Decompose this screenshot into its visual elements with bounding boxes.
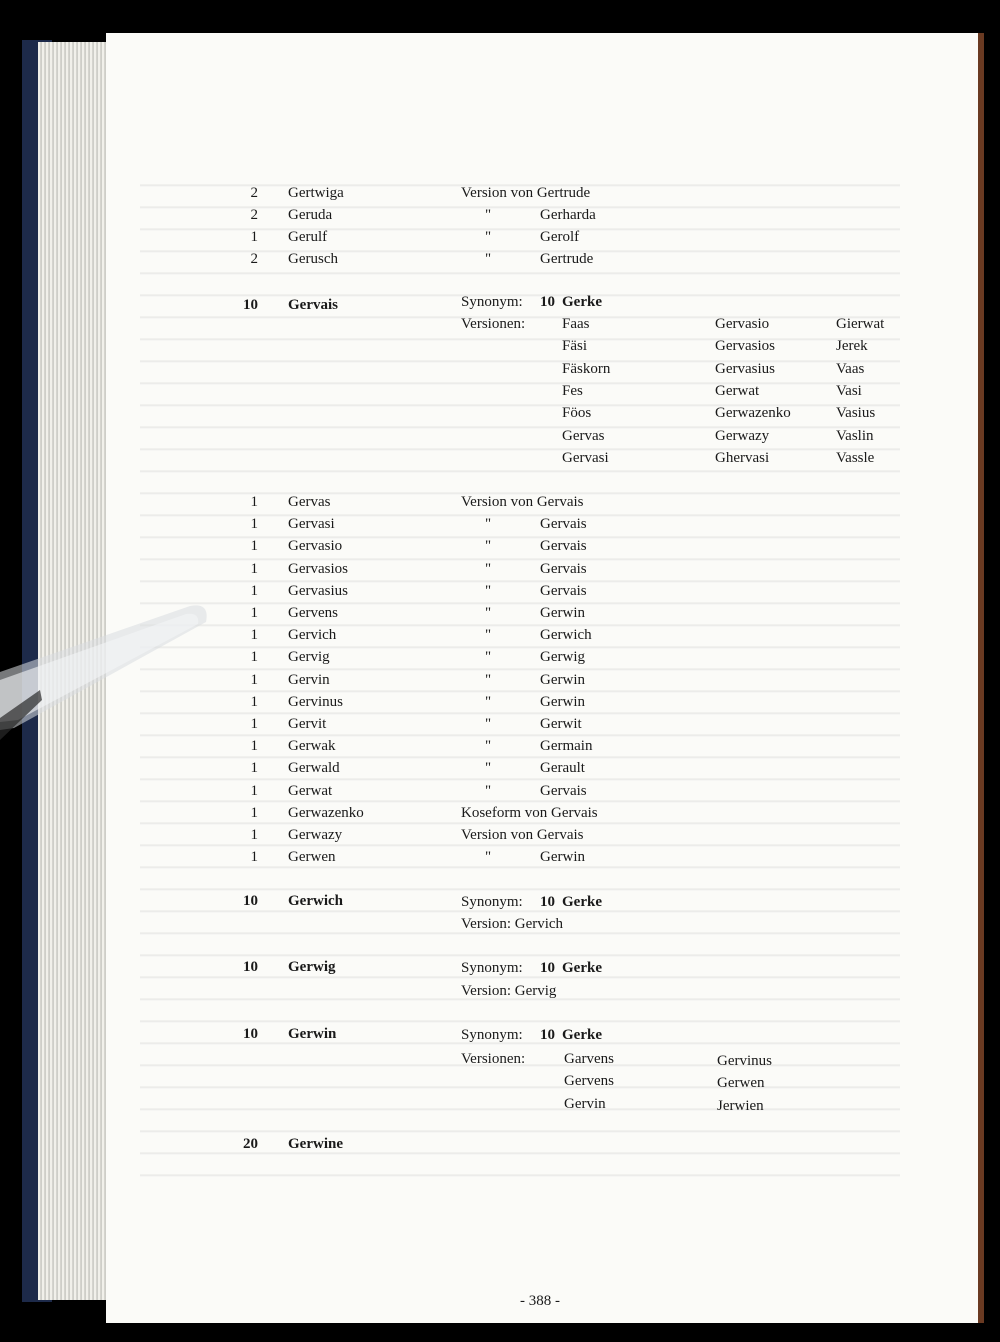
entry-count: 2 [250, 185, 258, 201]
entry-name: Gervas [288, 494, 331, 510]
synonym-count: 10 [540, 1027, 555, 1043]
entry-name: Gerusch [288, 251, 338, 267]
synonym-count: 10 [540, 294, 555, 310]
version-item: Version: Gervig [461, 983, 557, 999]
entry-relation: " [485, 560, 492, 577]
entry-name: Gerwald [288, 760, 340, 777]
synonym-label: Synonym: [461, 960, 523, 976]
versions-label: Versionen: [461, 316, 526, 332]
entry-relation: " [485, 782, 492, 799]
entry-count: 1 [250, 538, 258, 555]
entry-count: 1 [250, 229, 258, 245]
entry-count: 1 [250, 782, 258, 799]
version-item: Vasius [836, 405, 876, 422]
version-item: Fäskorn [562, 360, 611, 377]
entry-relation: " [485, 649, 492, 666]
entry-count: 1 [250, 627, 258, 644]
entry-count: 1 [250, 494, 258, 510]
entry-relation: Koseform von Gervais [461, 804, 598, 821]
main-entry-count: 10 [243, 893, 258, 909]
entry-count: 1 [250, 738, 258, 755]
entry-relation: Version von Gertrude [461, 185, 591, 201]
book-right-edge [978, 33, 984, 1323]
synonym-reference: Gerke [562, 1027, 602, 1043]
entry-count: 1 [250, 605, 258, 621]
version-item: Gervasi [562, 449, 609, 466]
entry-count: 1 [250, 516, 258, 533]
version-item: Version: Gervich [461, 916, 564, 932]
entry-name: Gervig [288, 649, 330, 666]
entry-relation: " [485, 582, 492, 599]
entry-name: Gerulf [288, 229, 328, 245]
version-item: Gerwazenko [715, 405, 791, 422]
entry-reference: Gervais [540, 516, 587, 533]
version-item: Fes [562, 382, 583, 399]
entry-reference: Gervais [540, 582, 587, 599]
version-item: Garvens [564, 1051, 614, 1067]
entry-name: Gervasius [288, 582, 348, 599]
entry-count: 1 [250, 804, 258, 821]
entry-reference: Gerwich [540, 627, 592, 644]
entry-count: 2 [250, 251, 258, 267]
entry-relation: " [485, 605, 492, 621]
version-item: Föos [562, 405, 592, 422]
entry-relation: " [485, 251, 492, 267]
entry-relation: " [485, 207, 492, 223]
version-item: Gervasius [715, 360, 775, 377]
synonym-reference: Gerke [562, 960, 602, 976]
synonym-label: Synonym: [461, 294, 523, 310]
entry-reference: Gervais [540, 782, 587, 799]
entry-name: Gervasi [288, 516, 335, 533]
entry-name: Gervens [288, 605, 338, 621]
main-entry-name: Gervais [288, 297, 338, 313]
main-entry-count: 20 [243, 1136, 258, 1152]
version-item: Jerwien [717, 1097, 764, 1114]
main-entry-name: Gerwig [288, 959, 336, 975]
entry-name: Gerwazenko [288, 804, 364, 821]
entry-relation: " [485, 693, 492, 710]
entry-relation: " [485, 671, 492, 688]
version-item: Ghervasi [715, 449, 770, 466]
entry-reference: Gerwit [540, 716, 582, 732]
entry-count: 1 [250, 693, 258, 710]
entry-reference: Gervais [540, 538, 587, 555]
entry-name: Gervasios [288, 560, 348, 577]
entry-name: Gerwen [288, 849, 336, 866]
entry-relation: " [485, 229, 492, 245]
entry-count: 1 [250, 849, 258, 866]
entry-count: 1 [250, 560, 258, 577]
entry-name: Gervasio [288, 538, 343, 555]
main-entry-count: 10 [243, 1026, 258, 1042]
main-entry-count: 10 [243, 959, 258, 975]
version-item: Gerwat [715, 382, 760, 399]
entry-count: 1 [250, 716, 258, 732]
version-item: Gervinus [717, 1053, 772, 1069]
version-item: Vassle [836, 449, 875, 466]
entry-relation: Version von Gervais [461, 494, 584, 510]
entry-name: Gerwazy [288, 827, 343, 843]
version-item: Vaas [836, 360, 865, 377]
page-number: - 388 - [520, 1293, 560, 1309]
entry-reference: Gerwin [540, 671, 585, 688]
version-item: Vaslin [836, 427, 874, 444]
entry-count: 2 [250, 207, 258, 223]
version-item: Fäsi [562, 338, 588, 355]
entry-name: Gervin [288, 671, 330, 688]
main-entry-count: 10 [243, 297, 258, 313]
entry-reference: Germain [540, 738, 593, 755]
entry-count: 1 [250, 760, 258, 777]
version-item: Gervas [562, 427, 605, 444]
entry-relation: " [485, 516, 492, 533]
version-item: Faas [562, 316, 590, 332]
entry-relation: Version von Gervais [461, 827, 584, 843]
entry-reference: Gerwin [540, 693, 585, 710]
version-item: Gerwen [717, 1075, 765, 1092]
entry-reference: Gerharda [540, 207, 596, 223]
entry-name: Gerwak [288, 738, 336, 755]
entry-count: 1 [250, 582, 258, 599]
synonym-label: Synonym: [461, 894, 523, 910]
main-entry-name: Gerwin [288, 1026, 337, 1042]
version-item: Gervasios [715, 338, 775, 355]
main-entry-name: Gerwine [288, 1136, 343, 1152]
entry-relation: " [485, 538, 492, 555]
entry-count: 1 [250, 649, 258, 666]
entry-name: Gerwat [288, 782, 333, 799]
entry-relation: " [485, 738, 492, 755]
entry-reference: Gerault [540, 760, 585, 777]
entry-reference: Gerwin [540, 849, 585, 866]
entry-relation: " [485, 716, 492, 732]
version-item: Jerek [836, 338, 868, 355]
version-item: Vasi [836, 382, 862, 399]
entry-reference: Gerwin [540, 605, 585, 621]
main-entry-name: Gerwich [288, 893, 343, 909]
entry-name: Gertwiga [288, 185, 344, 201]
synonym-count: 10 [540, 894, 555, 910]
synonym-label: Synonym: [461, 1027, 523, 1043]
synonym-count: 10 [540, 960, 555, 976]
entry-reference: Gervais [540, 560, 587, 577]
entry-reference: Gerolf [540, 229, 580, 245]
entry-name: Geruda [288, 207, 333, 223]
entry-relation: " [485, 760, 492, 777]
entry-name: Gervich [288, 627, 337, 644]
entry-relation: " [485, 849, 492, 866]
entry-name: Gervit [288, 716, 327, 732]
version-item: Gervasio [715, 316, 770, 332]
versions-label: Versionen: [461, 1051, 526, 1067]
entry-relation: " [485, 627, 492, 644]
entry-name: Gervinus [288, 693, 343, 710]
version-item: Gervin [564, 1095, 606, 1112]
version-item: Gerwazy [715, 427, 770, 444]
entry-count: 1 [250, 671, 258, 688]
version-item: Gervens [564, 1073, 614, 1090]
entry-reference: Gertrude [540, 251, 594, 267]
synonym-reference: Gerke [562, 894, 602, 910]
entry-count: 1 [250, 827, 258, 843]
entry-reference: Gerwig [540, 649, 585, 666]
synonym-reference: Gerke [562, 294, 602, 310]
version-item: Gierwat [836, 316, 885, 332]
